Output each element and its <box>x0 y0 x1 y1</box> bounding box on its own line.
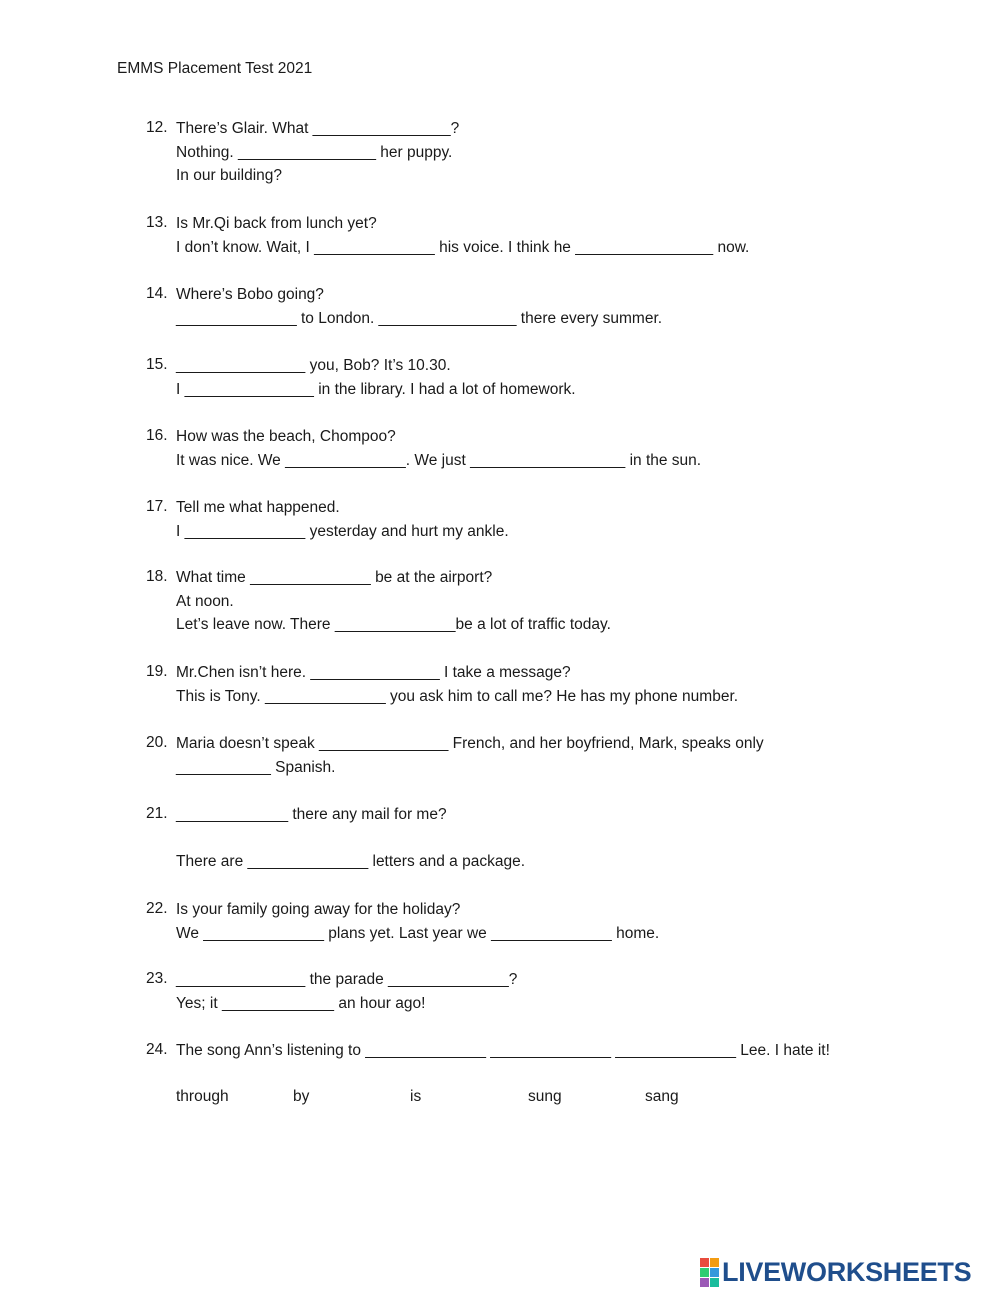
question-line: There’s Glair. What ________________? <box>176 120 460 137</box>
word-bank-item[interactable]: sang <box>645 1088 679 1105</box>
logo-block <box>710 1268 719 1277</box>
question-line: How was the beach, Chompoo? <box>176 428 396 445</box>
question-number: 19. <box>146 663 168 680</box>
question-lines <box>176 119 459 190</box>
question-lines <box>176 356 576 403</box>
word-bank-item[interactable]: sung <box>528 1088 562 1105</box>
logo-blocks-icon <box>700 1258 719 1287</box>
word-bank-item[interactable]: through <box>176 1088 229 1105</box>
question-line: It was nice. We ______________. We just __________________ in the sun. <box>176 451 702 469</box>
question-line: Is your family going away for the holiday? <box>176 901 461 918</box>
question-line: Is Mr.Qi back from lunch yet? <box>176 215 377 232</box>
question-line: Where’s Bobo going? <box>176 286 324 303</box>
question-line: There are ______________ letters and a package. <box>176 853 526 870</box>
question-line: This is Tony. ______________ you ask him to call me? He has my phone number. <box>176 687 739 705</box>
question-lines <box>176 498 509 545</box>
question-line: I _______________ in the library. I had a lot of homework. <box>176 380 576 398</box>
question-lines <box>176 214 749 261</box>
question-lines <box>176 1041 830 1065</box>
question-line: The song Ann’s listening to ______________ ______________ ______________ Lee. I hate it! <box>176 1042 830 1059</box>
question-line: I ______________ yesterday and hurt my ankle. <box>176 522 509 540</box>
question-line: _____________ there any mail for me? <box>176 806 447 823</box>
question-line: In our building? <box>176 167 282 184</box>
question-line: Let’s leave now. There ______________be a lot of traffic today. <box>176 616 611 633</box>
liveworksheets-logo <box>700 1258 971 1286</box>
logo-block <box>700 1258 709 1267</box>
question-number: 15. <box>146 356 168 373</box>
question-line: Mr.Chen isn’t here. _______________ I take a message? <box>176 664 571 681</box>
question-line: Yes; it _____________ an hour ago! <box>176 994 426 1012</box>
question-lines <box>176 285 662 332</box>
question-number: 12. <box>146 119 168 136</box>
question-number: 16. <box>146 427 168 444</box>
question-line: What time ______________ be at the airport? <box>176 569 493 586</box>
question-lines <box>176 568 611 639</box>
word-bank-item[interactable]: is <box>410 1088 422 1105</box>
logo-block <box>700 1268 709 1277</box>
question-lines <box>176 970 517 1017</box>
question-number: 22. <box>146 900 168 917</box>
question-number: 24. <box>146 1041 168 1058</box>
logo-block <box>710 1258 719 1267</box>
question-line: _______________ the parade ______________? <box>176 971 518 988</box>
word-bank-item[interactable]: by <box>293 1088 310 1105</box>
question-line: _______________ you, Bob? It’s 10.30. <box>176 357 451 374</box>
question-line: Nothing. ________________ her puppy. <box>176 143 453 161</box>
question-number: 20. <box>146 734 168 751</box>
question-lines <box>176 734 764 781</box>
question-line: ______________ to London. ________________ there every summer. <box>176 309 663 327</box>
question-line: Tell me what happened. <box>176 499 340 516</box>
question-number: 21. <box>146 805 168 822</box>
logo-text: LIVEWORKSHEETS <box>722 1256 972 1287</box>
question-line: ___________ Spanish. <box>176 758 336 776</box>
question-number: 13. <box>146 214 168 231</box>
page-header: EMMS Placement Test 2021 <box>117 60 313 77</box>
question-number: 18. <box>146 568 168 585</box>
question-line: We ______________ plans yet. Last year we ______________ home. <box>176 924 660 942</box>
question-number: 23. <box>146 970 168 987</box>
question-lines <box>176 805 525 876</box>
question-lines <box>176 900 659 947</box>
question-lines <box>176 427 701 474</box>
question-line: At noon. <box>176 592 234 610</box>
question-line: Maria doesn’t speak _______________ French, and her boyfriend, Mark, speaks only <box>176 735 764 752</box>
logo-block <box>700 1278 709 1287</box>
question-lines <box>176 663 738 710</box>
question-number: 17. <box>146 498 168 515</box>
logo-block <box>710 1278 719 1287</box>
question-line: I don’t know. Wait, I ______________ his voice. I think he ________________ now. <box>176 238 750 256</box>
question-number: 14. <box>146 285 168 302</box>
